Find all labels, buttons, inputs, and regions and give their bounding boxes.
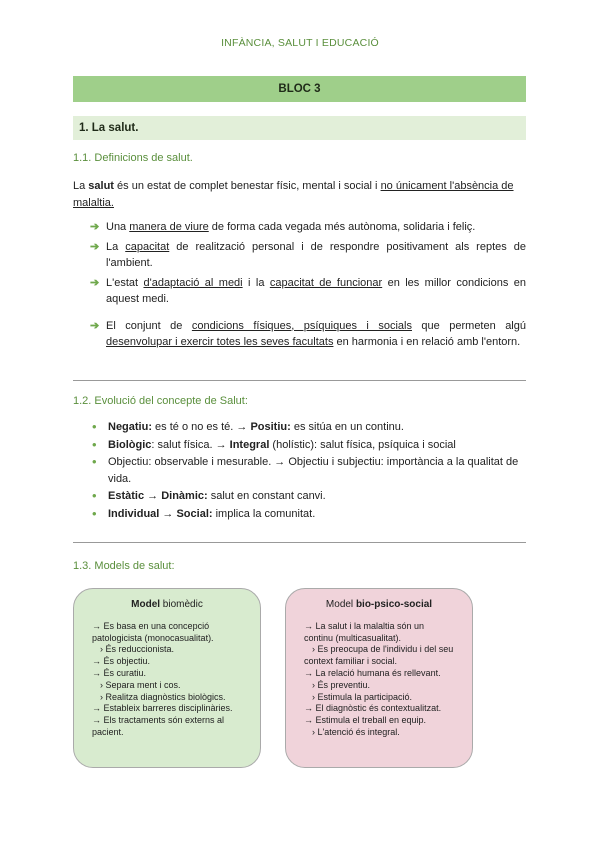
page-header: INFÀNCIA, SALUT I EDUCACIÓ [221, 37, 379, 49]
list-item: • Objectiu: observable i mesurable. → Objectiu i subjectiu: importància a la qualitat de vida. [92, 454, 519, 485]
list-item: › Es preocupa de l'individu i del seu [312, 644, 454, 655]
list-item: → Estimula el treball en equip. [304, 715, 427, 726]
list-item: ➔ La capacitat de realització personal i de respondre positivament als reptes de l'ambient. [90, 240, 526, 269]
list-item: • Individual → Social: implica la comunitat. [92, 505, 316, 521]
list-item: → És curatiu. [92, 667, 147, 678]
list-item: • Biològic: salut física. → Integral (holístic): salut física, psíquica i social [92, 436, 456, 452]
arrow-right-icon: ➔ [90, 240, 100, 253]
list-item: ➔ L'estat d'adaptació al medi i la capacitat de funcionar en les millor condicions en aquest medi. [90, 276, 526, 305]
list-item: ➔ Una manera de viure de forma cada vegada més autònoma, solidaria i feliç. [90, 219, 526, 236]
definition-list [90, 219, 526, 354]
list-item: › És preventiu. [312, 679, 371, 690]
subheading-evolution: 1.2. Evolució del concepte de Salut: [73, 395, 248, 407]
list-item: → És objectiu. [92, 656, 151, 667]
list-item: ➔ El conjunt de condicions físiques, psíquiques i socials que permeten algú desenvolupar i exercir totes les seves facultats en harmonia i en relació amb l'entorn. [90, 319, 526, 348]
card-lines [92, 621, 260, 739]
card-title: Model biomèdic [131, 599, 203, 610]
list-item: › És reduccionista. [100, 644, 175, 655]
list-item: context familiar i social. [304, 656, 398, 667]
list-item: › Realitza diagnòstics biològics. [100, 691, 226, 702]
bullet-dot-icon: • [92, 419, 97, 434]
arrow-right-icon: ➔ [90, 221, 100, 233]
divider [73, 542, 526, 543]
list-item: continu (multicasualitat). [304, 632, 402, 643]
section-title: 1. La salut. [73, 116, 526, 140]
list-item: → El diagnòstic és contextualitzat. [304, 703, 442, 714]
list-item: → Es basa en una concepció [92, 620, 210, 631]
definition-paragraph: La salut és un estat de complet benestar físic, mental i social i no únicament l'absència de malaltia. [73, 180, 514, 209]
subheading-models: 1.3. Models de salut: [73, 560, 175, 572]
list-item: • Negatiu: es té o no es té. → Positiu: es sitúa en un continu. [92, 419, 404, 434]
arrow-right-icon: ➔ [90, 276, 100, 289]
card-title: Model bio-psico-social [325, 599, 433, 610]
bullet-dot-icon: • [92, 436, 97, 452]
list-item: • Estàtic → Dinàmic: salut en constant canvi. [92, 488, 326, 503]
divider [73, 380, 526, 381]
card-lines [304, 621, 472, 739]
list-item: → Estableix barreres disciplinàries. [92, 703, 233, 714]
subheading-definitions: 1.1. Definicions de salut. [73, 152, 193, 164]
list-item: patologicista (monocasualitat). [92, 632, 214, 643]
biopsychosocial-model-card [285, 588, 473, 768]
list-item: pacient. [92, 726, 124, 737]
biomedical-model-card [73, 588, 261, 768]
bullet-dot-icon: • [92, 454, 97, 469]
list-item: › Separa ment i cos. [100, 679, 181, 690]
list-item: → La salut i la malaltia són un [304, 620, 425, 631]
evolution-list [90, 419, 526, 523]
bloc-title: BLOC 3 [73, 76, 526, 102]
list-item: → La relació humana és rellevant. [304, 667, 441, 678]
list-item: › Estimula la participació. [312, 691, 413, 702]
list-item: → Els tractaments són externs al [92, 715, 225, 726]
list-item: › L'atenció és integral. [312, 726, 400, 737]
arrow-right-icon: ➔ [90, 319, 100, 332]
bullet-dot-icon: • [92, 488, 97, 503]
bullet-dot-icon: • [92, 505, 97, 521]
